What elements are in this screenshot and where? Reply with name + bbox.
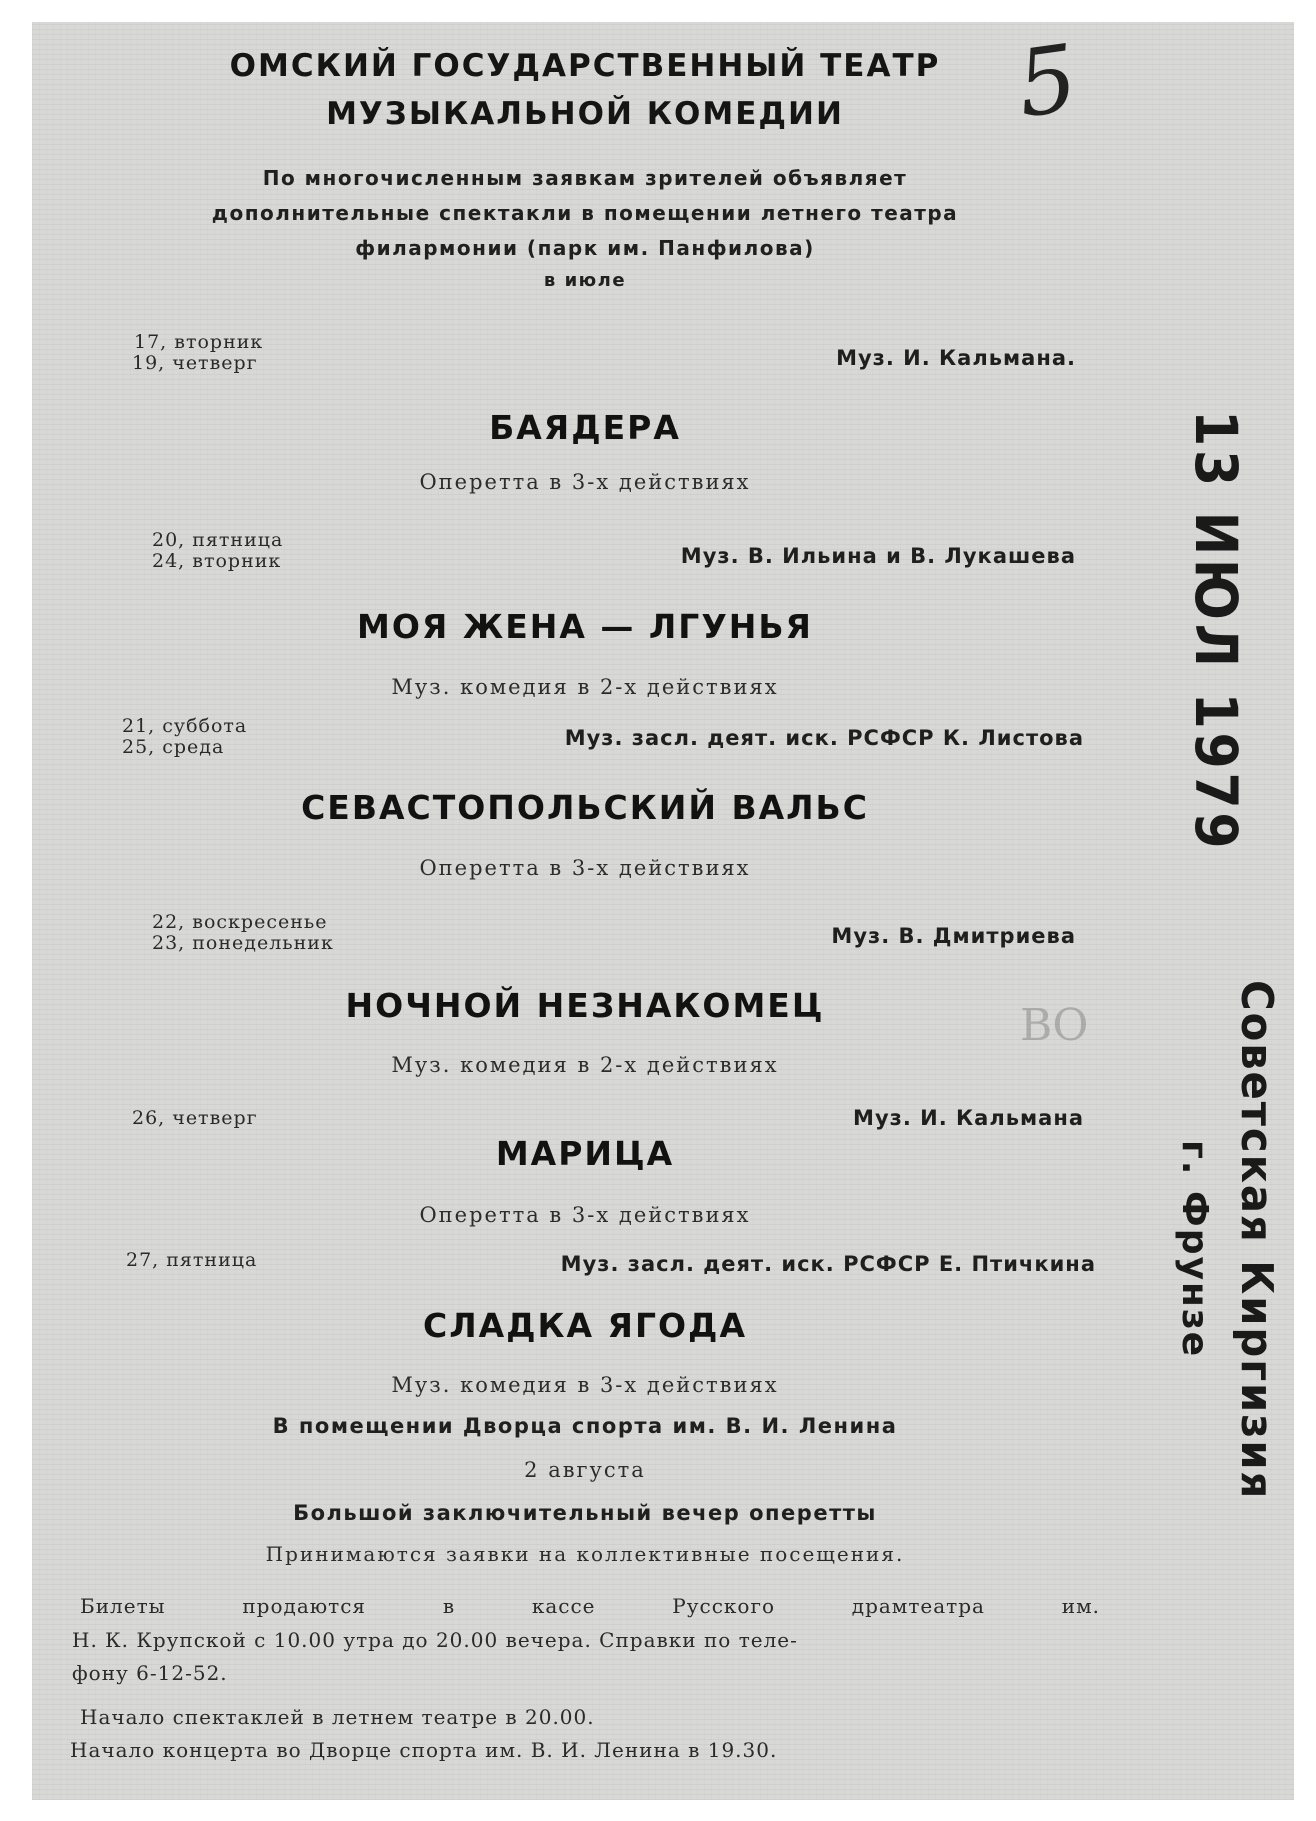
performance-title: СЕВАСТОПОЛЬСКИЙ ВАЛЬС — [301, 788, 869, 827]
tickets-line: Н. К. Крупской с 10.00 утра до 20.00 вечера. Справки по теле- — [72, 1628, 798, 1652]
date: 25, среда — [122, 736, 225, 758]
performance-dates — [132, 332, 263, 374]
date: 23, понедельник — [152, 932, 334, 954]
collective-requests: Принимаются заявки на коллективные посещения. — [265, 1542, 905, 1566]
date: 20, пятница — [152, 529, 284, 551]
performance-title: СЛАДКА ЯГОДА — [423, 1306, 747, 1345]
performance-dates — [122, 716, 247, 758]
performance-genre: Оперетта в 3-х действиях — [419, 1203, 751, 1227]
handwritten-page-number: 5 — [1010, 24, 1084, 139]
performance-genre: Оперетта в 3-х действиях — [419, 470, 751, 494]
performance-title: МОЯ ЖЕНА — ЛГУНЬЯ — [357, 607, 813, 646]
performance-title: НОЧНОЙ НЕЗНАКОМЕЦ — [345, 986, 825, 1025]
intro-line: в июле — [543, 270, 627, 291]
archive-date-stamp: 13 ИЮЛ 1979 — [1182, 410, 1250, 853]
bleed-through-mark: ВО — [1020, 1000, 1089, 1051]
city-stamp: г. Фрунзе — [1174, 1140, 1215, 1359]
performance-dates — [152, 912, 334, 954]
palace-venue: В помещении Дворца спорта им. В. И. Ленина — [272, 1414, 898, 1438]
start-time-palace: Начало концерта во Дворце спорта им. В. И. Ленина в 19.30. — [70, 1738, 778, 1762]
performance-genre: Оперетта в 3-х действиях — [419, 856, 751, 880]
composer: Муз. В. Дмитриева — [831, 924, 1076, 948]
palace-date: 2 августа — [524, 1458, 646, 1482]
theatre-name-line1: ОМСКИЙ ГОСУДАРСТВЕННЫЙ ТЕАТР — [229, 48, 941, 84]
theatre-name-line2: МУЗЫКАЛЬНОЙ КОМЕДИИ — [326, 96, 844, 132]
performance-genre: Муз. комедия в 2-х действиях — [391, 1053, 779, 1077]
composer: Муз. В. Ильина и В. Лукашева — [680, 544, 1076, 568]
newspaper-name-stamp: Советская Киргизия — [1231, 980, 1282, 1501]
performance-dates — [126, 1250, 257, 1271]
date: 22, воскресенье — [152, 911, 328, 933]
date: 26, четверг — [132, 1107, 258, 1129]
intro-line: По многочисленным заявкам зрителей объявляет — [262, 166, 908, 190]
date: 21, суббота — [122, 715, 248, 737]
date: 24, вторник — [152, 550, 282, 572]
palace-event: Большой заключительный вечер оперетты — [293, 1501, 877, 1525]
composer: Муз. засл. деят. иск. РСФСР Е. Птичкина — [560, 1252, 1096, 1276]
composer: Муз. И. Кальмана — [853, 1106, 1084, 1130]
performance-genre: Муз. комедия в 3-х действиях — [391, 1373, 779, 1397]
performance-title: БАЯДЕРА — [489, 408, 681, 447]
composer: Муз. И. Кальмана. — [836, 346, 1076, 370]
tickets-line: фону 6-12-52. — [72, 1661, 228, 1685]
date: 19, четверг — [132, 352, 258, 374]
performance-dates — [132, 1108, 258, 1129]
performance-title: МАРИЦА — [495, 1134, 675, 1173]
intro-line: филармонии (парк им. Панфилова) — [355, 236, 815, 260]
start-time-summer: Начало спектаклей в летнем театре в 20.00. — [80, 1705, 595, 1729]
performance-dates — [152, 530, 283, 572]
intro-line: дополнительные спектакли в помещении летнего театра — [211, 201, 959, 225]
date: 17, вторник — [134, 331, 264, 353]
date: 27, пятница — [126, 1249, 258, 1271]
composer: Муз. засл. деят. иск. РСФСР К. Листова — [564, 726, 1084, 750]
performance-genre: Муз. комедия в 2-х действиях — [391, 675, 779, 699]
tickets-line: Билеты продаются в кассе Русского драмтеатра им. — [80, 1594, 1100, 1618]
